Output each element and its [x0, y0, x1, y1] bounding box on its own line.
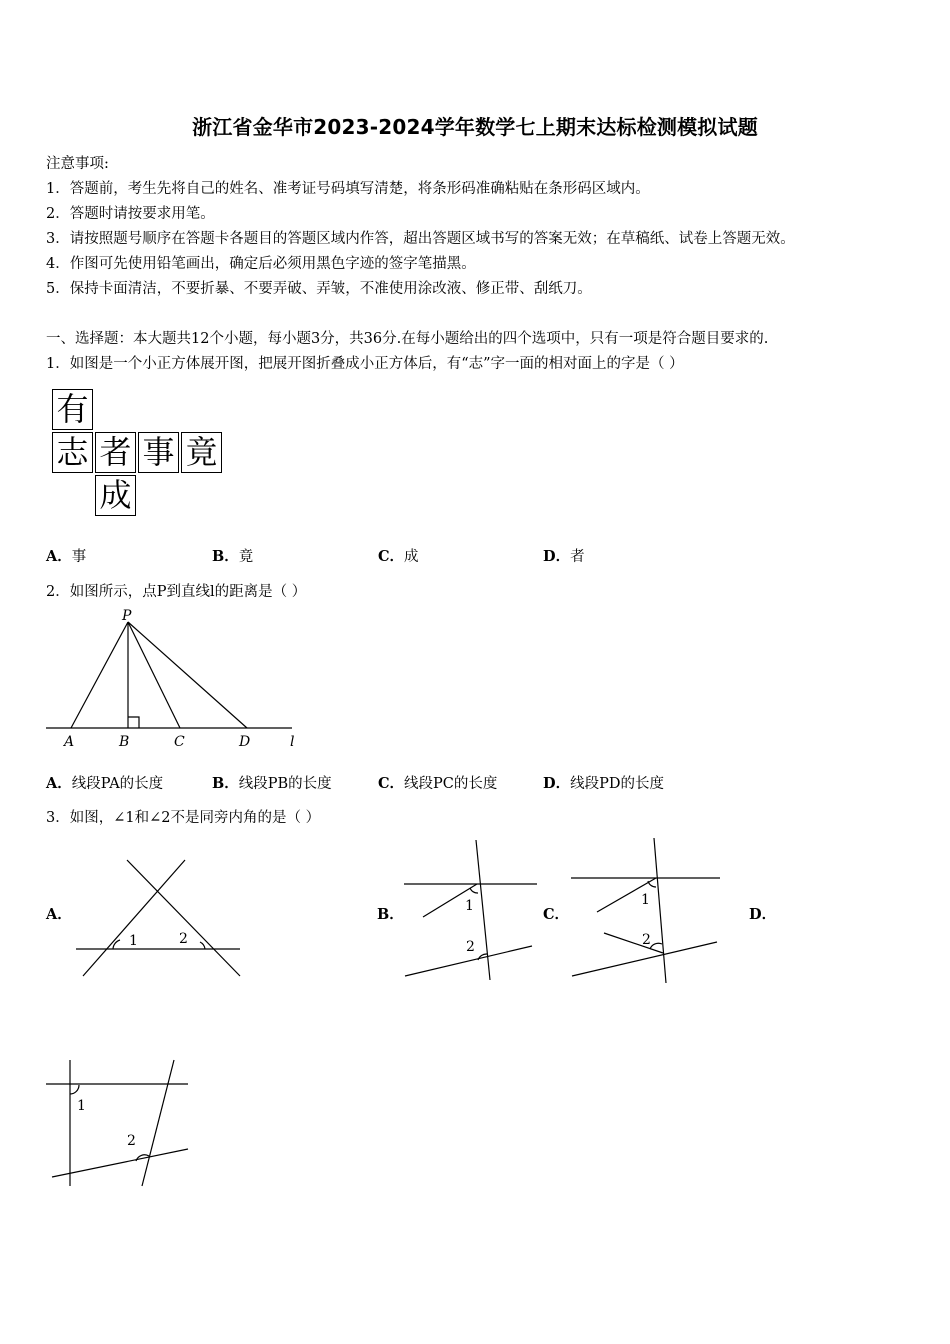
label-d: D: [239, 734, 251, 750]
cube-cell-zhi: 志: [52, 432, 93, 473]
notice-item-1: 1．答题前，考生先将自己的姓名、准考证号码填写清楚，将条形码准确粘贴在条形码区域内。: [46, 181, 650, 197]
q1-option-a: A．事: [46, 548, 87, 565]
q1-option-d: D．者: [543, 548, 585, 565]
cube-cell-cheng: 成: [95, 475, 136, 516]
cube-cell-you: 有: [52, 389, 93, 430]
cube-cell-zhe: 者: [95, 432, 136, 473]
fig-b-angle-2: 2: [466, 939, 475, 955]
fig-b-angle-1: 1: [465, 898, 474, 914]
label-c: C: [174, 734, 185, 750]
question-1-text: 1．如图是一个小正方体展开图，把展开图折叠成小正方体后，有“志”字一面的相对面上的字是（ ）: [46, 356, 684, 372]
fig-c-angle-2: 2: [642, 932, 651, 948]
fig-d-angle-1: 1: [77, 1098, 86, 1114]
q3-option-a: A．: [46, 906, 72, 923]
fig-c-angle-1: 1: [641, 892, 650, 908]
q1-option-c: C．成: [378, 548, 419, 565]
fig-a-angle-2: 2: [179, 931, 188, 947]
q2-option-d: D．线段PD的长度: [543, 775, 664, 792]
cube-cell-shi: 事: [138, 432, 179, 473]
cube-cell-jing: 竟: [181, 432, 222, 473]
q3-option-d: D．: [749, 906, 777, 923]
label-l: l: [290, 734, 295, 750]
q2-option-b: B．线段PB的长度: [212, 775, 332, 792]
question-2-text: 2．如图所示，点P到直线l的距离是（ ）: [46, 584, 307, 600]
question-3-text: 3．如图，∠1和∠2不是同旁内角的是（ ）: [46, 810, 321, 826]
q2-option-c: C．线段PC的长度: [378, 775, 498, 792]
section-heading: 一、选择题：本大题共12个小题，每小题3分，共36分.在每小题给出的四个选项中，只有一项是符合题目要求的.: [46, 331, 769, 347]
notice-item-5: 5．保持卡面清洁，不要折暴、不要弄破、弄皱，不准使用涂改液、修正带、刮纸刀。: [46, 281, 592, 297]
q3-option-c: C．: [543, 906, 570, 923]
fig-d-angle-2: 2: [127, 1133, 136, 1149]
label-b: B: [119, 734, 130, 750]
notice-heading: 注意事项:: [46, 156, 109, 172]
label-p: P: [122, 608, 132, 624]
notice-item-2: 2．答题时请按要求用笔。: [46, 206, 215, 222]
q3-option-b: B．: [377, 906, 404, 923]
page-title: 浙江省金华市2023-2024学年数学七上期末达标检测模拟试题: [192, 115, 758, 139]
q2-option-a: A．线段PA的长度: [46, 775, 164, 792]
notice-item-3: 3．请按照题号顺序在答题卡各题目的答题区域内作答，超出答题区域书写的答案无效；在草稿纸、试卷上答题无效。: [46, 231, 795, 247]
q1-option-b: B．竟: [212, 548, 254, 565]
notice-item-4: 4．作图可先使用铅笔画出，确定后必须用黑色字迹的签字笔描黑。: [46, 256, 476, 272]
fig-a-angle-1: 1: [129, 933, 138, 949]
label-a: A: [64, 734, 75, 750]
